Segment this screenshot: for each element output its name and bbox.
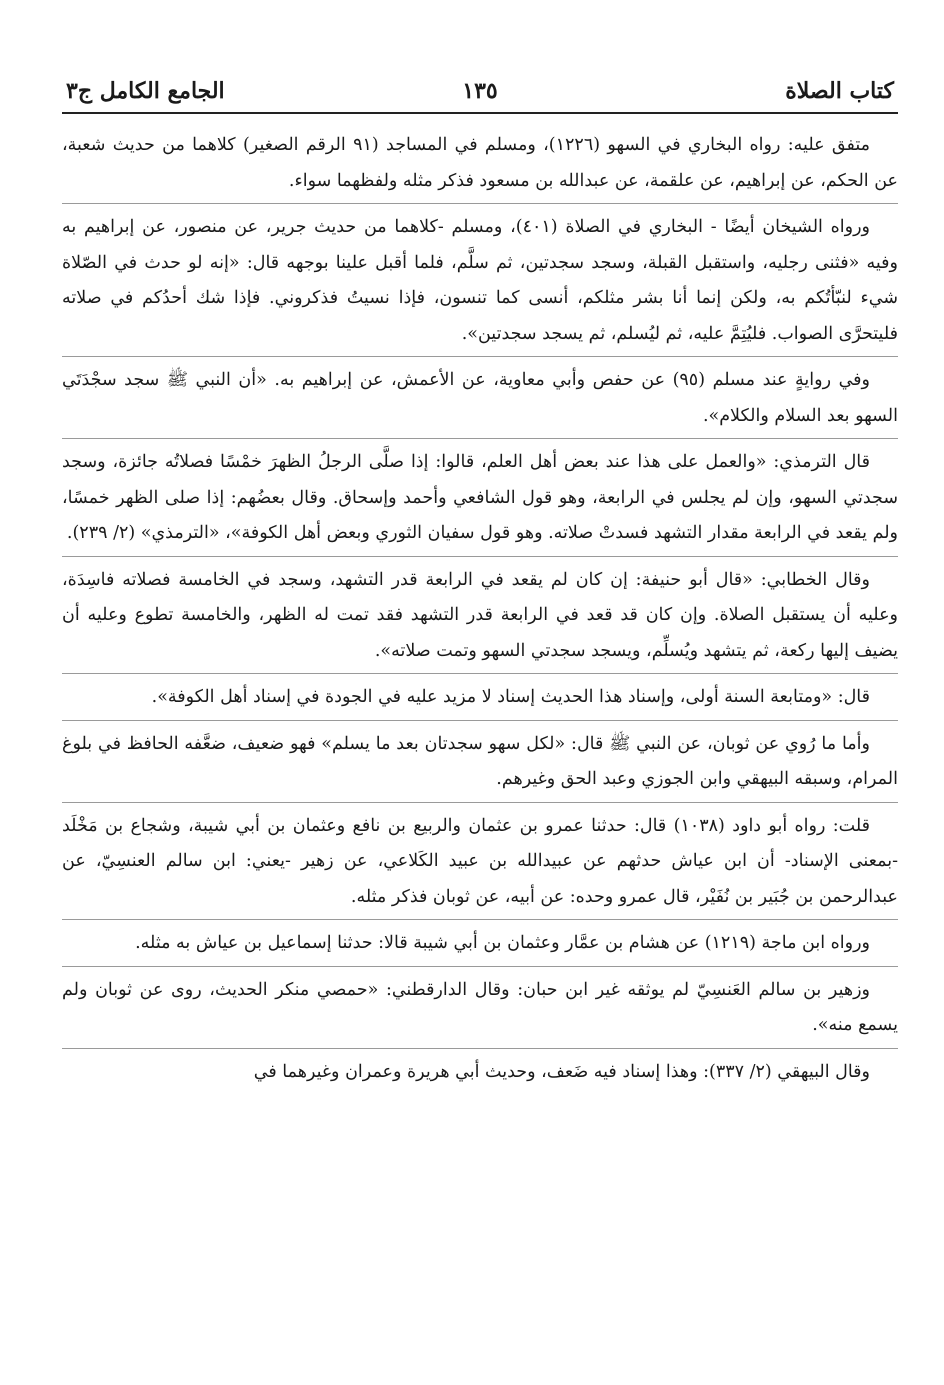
- book-page: [62, 60, 898, 1360]
- page-body: [62, 128, 898, 1094]
- running-header: [62, 60, 898, 112]
- paragraph: ورواه الشيخان أيضًا - البخاري في الصلاة (٤٠١)، ومسلم -كلاهما من حديث جرير، عن منصور، عن إبراهيم به وفيه «فثنى رجليه، واستقبل القبلة، وسجد سجدتين، ثم سلَّم، فلما أقبل علينا بوجهه قال: «إنه لو حدث في الصّلاة شيء لنبّأتُكم به، ولكن إنما أنا بشر مثلكم، أنسى كما تنسون، فإذا نسيتُ فذكروني. فإذا شك أحدُكم في صلاته فليتحرَّى الصواب. فليُتِمَّ عليه، ثم ليُسلم، ثم يسجد سجدتين».: [62, 210, 898, 357]
- header-rule: [62, 112, 898, 114]
- paragraph: قال: «ومتابعة السنة أولى، وإسناد هذا الحديث إسناد لا مزيد عليه في الجودة في إسناد أهل الكوفة».: [62, 680, 898, 721]
- paragraph: متفق عليه: رواه البخاري في السهو (١٢٢٦)، ومسلم في المساجد (٩١ الرقم الصغير) كلاهما من حديث شعبة، عن الحكم، عن إبراهيم، عن علقمة، عن عبدالله بن مسعود فذكر مثله ولفظهما سواء.: [62, 128, 898, 204]
- paragraph: قال الترمذي: «والعمل على هذا عند بعض أهل العلم، قالوا: إذا صلَّى الرجلُ الظهرَ خمْسًا فصلاتُه جائزة، وسجد سجدتي السهو، وإن لم يجلس في الرابعة، وهو قول الشافعي وأحمد وإسحاق. وقال بعضُهم: إذا صلى الظهر خمسًا، ولم يقعد في الرابعة مقدار التشهد فسدتْ صلاته. وهو قول سفيان الثوري وبعض أهل الكوفة»، «الترمذي» (٢/ ٢٣٩).: [62, 445, 898, 557]
- paragraph: وزهير بن سالم العَنسِيّ لم يوثقه غير ابن حبان: وقال الدارقطني: «حمصي منكر الحديث، روى عن ثوبان ولم يسمع منه».: [62, 973, 898, 1049]
- book-title: الجامع الكامل ج٣: [66, 78, 225, 104]
- paragraph: وقال الخطابي: «قال أبو حنيفة: إن كان لم يقعد في الرابعة قدر التشهد، وسجد في الخامسة فصلاته فاسِدَة، وعليه أن يستقبل الصلاة. وإن كان قد قعد في الرابعة قدر التشهد فقد تمت له الظهر، والخامسة تطوع وعليه أن يضيف إليها ركعة، ثم يتشهد ويُسلِّم، ويسجد سجدتي السهو وتمت صلاته».: [62, 563, 898, 675]
- page-number: ١٣٥: [462, 78, 498, 104]
- paragraph: وأما ما رُوي عن ثوبان، عن النبي ﷺ قال: «لكل سهو سجدتان بعد ما يسلم» فهو ضعيف، ضعَّفه الحافظ في بلوغ المرام، وسبقه البيهقي وابن الجوزي وعبد الحق وغيرهم.: [62, 727, 898, 803]
- paragraph: وقال البيهقي (٢/ ٣٣٧): وهذا إسناد فيه ضَعف، وحديث أبي هريرة وعمران وغيرهما في: [253, 1061, 870, 1082]
- paragraph: وفي روايةٍ عند مسلم (٩٥) عن حفص وأبي معاوية، عن الأعمش، عن إبراهيم به. «أن النبي ﷺ سجد سجْدَتَي السهو بعد السلام والكلام».: [62, 363, 898, 439]
- chapter-title: كتاب الصلاة: [785, 78, 894, 104]
- paragraph: ورواه ابن ماجة (١٢١٩) عن هشام بن عمَّار وعثمان بن أبي شيبة قالا: حدثنا إسماعيل بن عياش به مثله.: [62, 926, 898, 967]
- paragraph: قلت: رواه أبو داود (١٠٣٨) قال: حدثنا عمرو بن عثمان والربيع بن نافع وعثمان بن أبي شيبة، وشجاع بن مَخْلَد -بمعنى الإسناد- أن ابن عياش حدثهم عن عبيدالله بن عبيد الكَلاعي، عن زهير -يعني: ابن سالم العنسِيّ، عن عبدالرحمن بن جُبَير بن نُفَيْر، قال عمرو وحده: عن أبيه، عن ثوبان فذكر مثله.: [62, 809, 898, 921]
